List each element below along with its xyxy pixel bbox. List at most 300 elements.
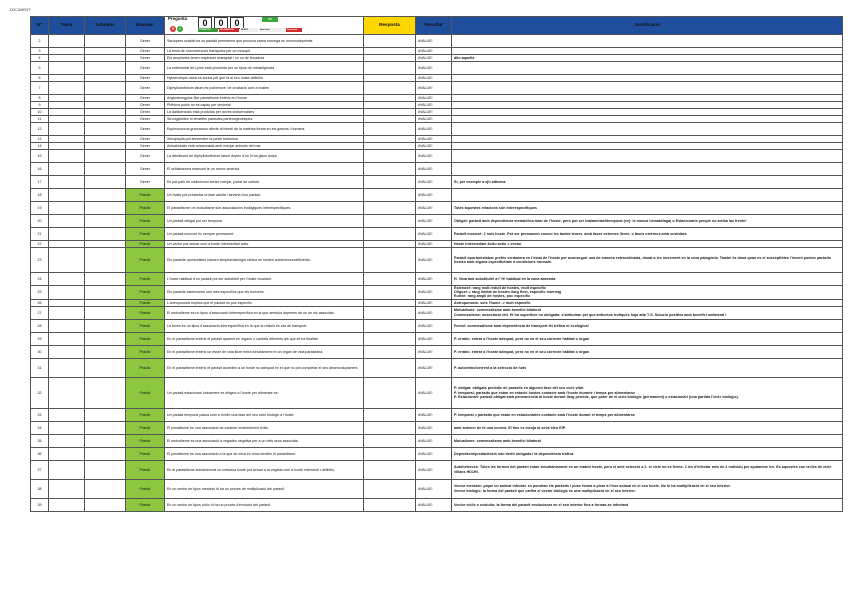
cell-resposta[interactable] (364, 228, 416, 241)
cell-resultat[interactable]: #VALUE! (416, 189, 452, 202)
cell-pregunta[interactable]: La enfermetat de Lyme està produïda per un tipus de metacilgmata (165, 62, 364, 75)
cell-justificacio[interactable]: Sí, per exemple a ejh althema (452, 176, 843, 189)
cell-num[interactable]: 36 (31, 447, 49, 460)
cell-num[interactable]: 25 (31, 286, 49, 300)
cell-pregunta[interactable]: Un hoste pot presentar la fase adulta i larvària d'un paràsit. (165, 189, 364, 202)
cell-resposta[interactable] (364, 143, 416, 150)
cell-pregunta[interactable]: La tenia de oncnocercues transporta per un mosquit (165, 48, 364, 55)
cell-examen[interactable]: Pràctic (126, 202, 165, 215)
cell-resultat[interactable]: #VALUE! (416, 332, 452, 345)
cell-tema[interactable] (49, 136, 85, 143)
cell-justificacio[interactable] (452, 109, 843, 116)
cell-tema[interactable] (49, 176, 85, 189)
cell-subtema[interactable] (85, 421, 126, 434)
cell-resposta[interactable] (364, 273, 416, 286)
col-header-pregunta[interactable] (165, 17, 364, 35)
cell-examen[interactable]: Gener (126, 150, 165, 163)
cell-examen[interactable]: Pràctic (126, 241, 165, 248)
cell-tema[interactable] (49, 345, 85, 358)
cell-examen[interactable]: Pràctic (126, 286, 165, 300)
cell-justificacio[interactable]: dilo aquella (452, 55, 843, 62)
cell-tema[interactable] (49, 102, 85, 109)
cell-resultat[interactable]: #VALUE! (416, 248, 452, 273)
cell-resposta[interactable] (364, 102, 416, 109)
cell-resposta[interactable] (364, 345, 416, 358)
cell-tema[interactable] (49, 498, 85, 511)
cell-pregunta[interactable]: Els paràsits oportunistes causen simptomatologia clínica en hostes autoimmunodeficients. (165, 248, 364, 273)
cell-justificacio[interactable]: Totes aquestes relacions són interespecífiques (452, 202, 843, 215)
cell-resposta[interactable] (364, 82, 416, 95)
cell-num[interactable]: 21 (31, 228, 49, 241)
cell-justificacio[interactable]: Obligat: paràsit amb dependència metabòlica total de l'hoste, però pot ser hiatarmitaelitemporal (ex): le mosca hematòfaga) o Estacionaris perquè no arriba las frente! (452, 215, 843, 228)
cell-pregunta[interactable]: L'antroponosis implica que el paràsit és poc específic (165, 299, 364, 306)
cell-tema[interactable] (49, 82, 85, 95)
cell-resposta[interactable] (364, 95, 416, 102)
cell-pregunta[interactable]: En el parasitisme entèric el paràsit accedeix a un hoste no adequat en el que no pot completar el seu desenvolupament. (165, 358, 364, 377)
cell-tema[interactable] (49, 109, 85, 116)
cell-num[interactable]: 30 (31, 345, 49, 358)
cell-justificacio[interactable] (452, 136, 843, 143)
cell-resultat[interactable]: #VALUE! (416, 202, 452, 215)
cell-resultat[interactable]: #VALUE! (416, 62, 452, 75)
cell-examen[interactable]: Gener (126, 75, 165, 82)
cell-justificacio[interactable] (452, 116, 843, 123)
cell-subtema[interactable] (85, 123, 126, 136)
cell-tema[interactable] (49, 202, 85, 215)
cell-pregunta[interactable]: En un vector de tipus cíclic hi ha un procés d'evolució del paràsit. (165, 498, 364, 511)
cell-subtema[interactable] (85, 498, 126, 511)
cell-subtema[interactable] (85, 228, 126, 241)
cell-tema[interactable] (49, 273, 85, 286)
cell-num[interactable]: 22 (31, 241, 49, 248)
cell-examen[interactable]: Pràctic (126, 460, 165, 479)
cell-justificacio[interactable]: P. erràtic: entrar a l'hoste adequat, però no en el seu correcte hàbitat o òrgan (452, 345, 843, 358)
cell-resultat[interactable]: #VALUE! (416, 215, 452, 228)
cell-num[interactable]: 14 (31, 143, 49, 150)
cell-justificacio[interactable] (452, 189, 843, 202)
cell-tema[interactable] (49, 189, 85, 202)
cell-justificacio[interactable]: Mutualisme: comensalisme amb benefici bilateral (452, 434, 843, 447)
cell-pregunta[interactable]: Diphyllobothrium latum és polixeroxe i té crustacis com a hostes (165, 82, 364, 95)
cell-pregunta[interactable]: La distribució de diphyllobothrium latum depèn d'on hi ha gisos dolça (165, 150, 364, 163)
cell-examen[interactable]: Pràctic (126, 273, 165, 286)
cell-examen[interactable]: Pràctic (126, 358, 165, 377)
cell-justificacio[interactable]: Autoheteroxè: Totes les formes del paràsit estan simultàniament en un mateix hoste, pero el amè selecció a 2. el cicle no es ferme. 1 les d'infectar més de 2 individu per ajudantne les. Es aquestes con la lles de cicle vIllans HD1HI. (452, 460, 843, 479)
cell-resultat[interactable]: #VALUE! (416, 123, 452, 136)
cell-examen[interactable]: Gener (126, 136, 165, 143)
cell-resposta[interactable] (364, 215, 416, 228)
cell-resposta[interactable] (364, 332, 416, 345)
cell-pregunta[interactable]: Equinococcus granulosus afecte al intestí de la mateixa forma en els gossos i humans. (165, 123, 364, 136)
cell-pregunta[interactable]: Un paràsit temporal passa com a mínim una fase del seu cicle biològic a l'hoste. (165, 408, 364, 421)
cell-examen[interactable]: Pràctic (126, 299, 165, 306)
cell-resultat[interactable]: #VALUE! (416, 421, 452, 434)
cell-resposta[interactable] (364, 48, 416, 55)
cell-examen[interactable]: Gener (126, 35, 165, 48)
cell-num[interactable]: 23 (31, 248, 49, 273)
cell-justificacio[interactable]: Hoste intermediari Actiu actiu = vector (452, 241, 843, 248)
cell-subtema[interactable] (85, 377, 126, 408)
cell-examen[interactable]: Pràctic (126, 408, 165, 421)
cell-pregunta[interactable]: El mutualisme és un tipus d'associació interespecífica en la que ambdós depenen de un de els associats. (165, 306, 364, 319)
cell-pregunta[interactable]: En el parasitisme autosherenal un metazoa hoste pot actuar a la vegada com a hoste intermedi i definitiu. (165, 460, 364, 479)
cell-pregunta[interactable]: Anisakidosis està relacionada amb menjar animals del mar (165, 143, 364, 150)
cell-resposta[interactable] (364, 299, 416, 306)
cell-justificacio[interactable] (452, 48, 843, 55)
cell-subtema[interactable] (85, 286, 126, 300)
cell-resposta[interactable] (364, 319, 416, 332)
cell-pregunta[interactable]: Phthirus pubis no és capaç per vectorial (165, 102, 364, 109)
cell-resultat[interactable]: #VALUE! (416, 102, 452, 109)
cell-pregunta[interactable]: Els anopheles tenen respiració branquial i un ou de ferradura (165, 55, 364, 62)
cell-num[interactable]: 24 (31, 273, 49, 286)
cell-examen[interactable]: Pràctic (126, 479, 165, 498)
cell-subtema[interactable] (85, 95, 126, 102)
cell-pregunta[interactable]: Es pot patir de cisticercosi sense menjar, portat de caiture. (165, 176, 364, 189)
cell-subtema[interactable] (85, 248, 126, 273)
cell-examen[interactable]: Gener (126, 123, 165, 136)
cell-num[interactable]: 39 (31, 498, 49, 511)
cell-resposta[interactable] (364, 35, 416, 48)
cell-justificacio[interactable]: P. obligat: obligats periòdic de paràsits en algunes fase del seu cicle vital. P. temporal: paràsits que estan en estació hòstes contacte amb l'hoste durante l temps per alimentarse P. Estacionari: paràsit obligat amb permanència al hoste durant llarg periòde, que poter bé el cicle biològic (permanent) o estacionari (una partida l'cicle biològic). (452, 377, 843, 408)
cell-tema[interactable] (49, 123, 85, 136)
cell-resposta[interactable] (364, 460, 416, 479)
cell-resposta[interactable] (364, 447, 416, 460)
cell-subtema[interactable] (85, 345, 126, 358)
cell-num[interactable]: 26 (31, 299, 49, 306)
cell-justificacio[interactable]: Foresi: comensalisme amb dependència de transport tèi trèfica ni ecològica! (452, 319, 843, 332)
cell-pregunta[interactable]: En el parasitisme entèric un ésser de vida lliure entra fortuïtament en un òrgan de vida parasitària. (165, 345, 364, 358)
cell-num[interactable]: 12 (31, 123, 49, 136)
cell-justificacio[interactable]: H. Vicariant substituiré a l' H! habitual en la zona absenda (452, 273, 843, 286)
cell-resposta[interactable] (364, 176, 416, 189)
col-header-resultat[interactable]: Resultat (416, 17, 452, 35)
cell-resultat[interactable]: #VALUE! (416, 176, 452, 189)
cell-subtema[interactable] (85, 332, 126, 345)
cell-tema[interactable] (49, 286, 85, 300)
cell-num[interactable]: 20 (31, 215, 49, 228)
cell-num[interactable]: 4 (31, 55, 49, 62)
cell-examen[interactable]: Pràctic (126, 248, 165, 273)
cell-num[interactable]: 2 (31, 35, 49, 48)
cell-subtema[interactable] (85, 35, 126, 48)
cell-pregunta[interactable]: Els paràsits estenoxens són més específics que els eurixens. (165, 286, 364, 300)
cell-pregunta[interactable]: El mutualisme és una associació a vegades negativa per a un dels seus associats. (165, 434, 364, 447)
cell-resultat[interactable]: #VALUE! (416, 299, 452, 306)
cell-resposta[interactable] (364, 421, 416, 434)
cell-subtema[interactable] (85, 479, 126, 498)
cell-resposta[interactable] (364, 498, 416, 511)
cell-subtema[interactable] (85, 434, 126, 447)
cell-resultat[interactable]: #VALUE! (416, 498, 452, 511)
cell-subtema[interactable] (85, 62, 126, 75)
cell-resposta[interactable] (364, 358, 416, 377)
cell-justificacio[interactable]: Vector mecànic: pique un animal infectat. es pondran els paràsits i pune forma a picar a l'tros animal en el seu hoste. No hi ha multiplicació en el seu interior. Vector biològic: la forma del paràsit que carlha el vector biològic és una multiplicació en el seu interior. (452, 479, 843, 498)
cell-subtema[interactable] (85, 189, 126, 202)
cell-resposta[interactable] (364, 136, 416, 143)
cell-subtema[interactable] (85, 48, 126, 55)
cell-pregunta[interactable]: El parasitisme i el mutualisme són associacions biològiques interespecífiques. (165, 202, 364, 215)
cell-pregunta[interactable]: Un paràsit estacionari únicament es dirigeix a l'hoste per alimentar-se. (165, 377, 364, 408)
cell-justificacio[interactable]: P. temporal = paràsits que estan en estacionàries contacte amb l'hoste durant el temps per alimentarse (452, 408, 843, 421)
cell-justificacio[interactable]: Estenoxè: rang molt reduït de hostes, molt específic Oligoxè = rang limitat de hostes llarg flest, específic intermig Eurixè: rang ampli de hostes, poc específic (452, 286, 843, 300)
cell-pregunta[interactable]: Strongyloides hi tèmelles parasites partenogenèiques (165, 116, 364, 123)
cell-tema[interactable] (49, 163, 85, 176)
cell-resposta[interactable] (364, 306, 416, 319)
cell-subtema[interactable] (85, 241, 126, 248)
cell-resposta[interactable] (364, 202, 416, 215)
cell-resposta[interactable] (364, 286, 416, 300)
cell-pregunta[interactable]: El schistosoma mansoni té un vector americà (165, 163, 364, 176)
cell-resposta[interactable] (364, 377, 416, 408)
cell-tema[interactable] (49, 228, 85, 241)
cell-pregunta[interactable]: El predatisme és una associació de caràcter eminentment tròfic. (165, 421, 364, 434)
cell-subtema[interactable] (85, 136, 126, 143)
cell-resultat[interactable]: #VALUE! (416, 109, 452, 116)
cell-justificacio[interactable]: Depredació/predacitós/s són dertir obligada i la dependència tròfica (452, 447, 843, 460)
cell-resultat[interactable]: #VALUE! (416, 116, 452, 123)
cell-tema[interactable] (49, 377, 85, 408)
cell-subtema[interactable] (85, 75, 126, 82)
cell-tema[interactable] (49, 143, 85, 150)
cell-resultat[interactable]: #VALUE! (416, 241, 452, 248)
cell-justificacio[interactable] (452, 143, 843, 150)
cell-examen[interactable]: Pràctic (126, 332, 165, 345)
cell-tema[interactable] (49, 434, 85, 447)
cell-num[interactable]: 38 (31, 479, 49, 498)
cell-resposta[interactable] (364, 62, 416, 75)
cell-justificacio[interactable] (452, 123, 843, 136)
cell-subtema[interactable] (85, 109, 126, 116)
cell-num[interactable]: 17 (31, 176, 49, 189)
cell-tema[interactable] (49, 75, 85, 82)
cell-resultat[interactable]: #VALUE! (416, 55, 452, 62)
cell-num[interactable]: 11 (31, 116, 49, 123)
cell-justificacio[interactable]: Paràsit monoxè: 1 sols hoste. Pot ser permanent conocí les també temes. amb fases externes llevre, o fases externes amb vestidura (452, 228, 843, 241)
cell-justificacio[interactable]: Antroponosis: sols l'home -> molt específic (452, 299, 843, 306)
cell-num[interactable]: 29 (31, 332, 49, 345)
cell-resultat[interactable]: #VALUE! (416, 82, 452, 95)
cell-pregunta[interactable]: Angiostrongylus filar parasitisme entèric en l'home (165, 95, 364, 102)
cell-num[interactable]: 34 (31, 421, 49, 434)
cell-subtema[interactable] (85, 408, 126, 421)
cell-subtema[interactable] (85, 202, 126, 215)
cell-num[interactable]: 3 (31, 48, 49, 55)
cell-tema[interactable] (49, 55, 85, 62)
cell-num[interactable]: 28 (31, 319, 49, 332)
cell-examen[interactable]: Pràctic (126, 306, 165, 319)
cell-examen[interactable]: Gener (126, 82, 165, 95)
cell-tema[interactable] (49, 95, 85, 102)
cell-num[interactable]: 32 (31, 377, 49, 408)
cell-num[interactable]: 31 (31, 358, 49, 377)
cell-resultat[interactable]: #VALUE! (416, 150, 452, 163)
cell-num[interactable]: 7 (31, 82, 49, 95)
cell-num[interactable]: 13 (31, 136, 49, 143)
cell-examen[interactable]: Gener (126, 55, 165, 62)
cell-examen[interactable]: Gener (126, 48, 165, 55)
cell-resposta[interactable] (364, 163, 416, 176)
cell-resultat[interactable]: #VALUE! (416, 319, 452, 332)
cell-examen[interactable]: Pràctic (126, 434, 165, 447)
cell-pregunta[interactable]: La dalticercosis està produïda per larves cisticercoides (165, 109, 364, 116)
cell-subtema[interactable] (85, 215, 126, 228)
cell-resultat[interactable]: #VALUE! (416, 48, 452, 55)
cell-num[interactable]: 16 (31, 163, 49, 176)
cell-examen[interactable]: Gener (126, 163, 165, 176)
cell-examen[interactable]: Gener (126, 176, 165, 189)
col-header-tema[interactable]: Tema (49, 17, 85, 35)
cell-examen[interactable]: Pràctic (126, 498, 165, 511)
cell-resposta[interactable] (364, 55, 416, 62)
cell-num[interactable]: 5 (31, 62, 49, 75)
cell-subtema[interactable] (85, 358, 126, 377)
cell-examen[interactable]: Pràctic (126, 228, 165, 241)
cell-examen[interactable]: Pràctic (126, 189, 165, 202)
cell-num[interactable]: 18 (31, 189, 49, 202)
cell-tema[interactable] (49, 116, 85, 123)
cell-resposta[interactable] (364, 434, 416, 447)
cell-resposta[interactable] (364, 109, 416, 116)
cell-pregunta[interactable]: Hymenolepis nana es aurius pel que fa al seu hoste definitiu (165, 75, 364, 82)
cell-subtema[interactable] (85, 143, 126, 150)
cell-tema[interactable] (49, 408, 85, 421)
cell-num[interactable]: 6 (31, 75, 49, 82)
cell-tema[interactable] (49, 479, 85, 498)
cell-resultat[interactable]: #VALUE! (416, 273, 452, 286)
cell-num[interactable]: 19 (31, 202, 49, 215)
cell-tema[interactable] (49, 48, 85, 55)
cell-subtema[interactable] (85, 150, 126, 163)
cell-num[interactable]: 35 (31, 434, 49, 447)
cell-resultat[interactable]: #VALUE! (416, 163, 452, 176)
cell-tema[interactable] (49, 319, 85, 332)
col-header-resposta[interactable]: Resposta (364, 17, 416, 35)
cell-num[interactable]: 15 (31, 150, 49, 163)
cell-resposta[interactable] (364, 479, 416, 498)
cell-tema[interactable] (49, 460, 85, 479)
cell-justificacio[interactable]: Paràsit oportunistatza: prefès verdadera en l'estat de l'hoste per aconseguir una de manera extraordinària, donat a les increment en la seva patogènia. També és dóna quan es el susceptibles l'invent podem paràsits hostes amb alguna especificitats a condicions normals. (452, 248, 843, 273)
cell-pregunta[interactable]: Un paràsit obligat pot ser temporal. (165, 215, 364, 228)
cell-justificacio[interactable]: amb antener de té una ecnent. El fins es menja la seva sfeo EIP. (452, 421, 843, 434)
cell-subtema[interactable] (85, 273, 126, 286)
cell-resposta[interactable] (364, 248, 416, 273)
cell-tema[interactable] (49, 215, 85, 228)
cell-resultat[interactable]: #VALUE! (416, 479, 452, 498)
cell-examen[interactable]: Pràctic (126, 345, 165, 358)
cell-resposta[interactable] (364, 408, 416, 421)
cell-justificacio[interactable] (452, 150, 843, 163)
cell-subtema[interactable] (85, 447, 126, 460)
cell-resposta[interactable] (364, 189, 416, 202)
cell-resposta[interactable] (364, 116, 416, 123)
cell-justificacio[interactable] (452, 95, 843, 102)
cell-num[interactable]: 37 (31, 460, 49, 479)
cell-subtema[interactable] (85, 102, 126, 109)
cell-resultat[interactable]: #VALUE! (416, 35, 452, 48)
cell-pregunta[interactable]: En el parasitisme entèric el paràsit aparent en òrgans o cavitats diferents als que ell ha finalitat. (165, 332, 364, 345)
cell-examen[interactable]: Pràctic (126, 215, 165, 228)
cell-resposta[interactable] (364, 150, 416, 163)
cell-justificacio[interactable] (452, 82, 843, 95)
cell-resultat[interactable]: #VALUE! (416, 434, 452, 447)
cell-examen[interactable]: Pràctic (126, 319, 165, 332)
cell-resposta[interactable] (364, 75, 416, 82)
cell-subtema[interactable] (85, 299, 126, 306)
cell-justificacio[interactable] (452, 75, 843, 82)
cell-pregunta[interactable]: En un vector de tipus mecànic hi ha un procés de multiplicació del paràsit. (165, 479, 364, 498)
cell-subtema[interactable] (85, 319, 126, 332)
cell-tema[interactable] (49, 421, 85, 434)
cell-tema[interactable] (49, 150, 85, 163)
cell-num[interactable]: 33 (31, 408, 49, 421)
cell-pregunta[interactable]: Un vector pot actuar com a hoste intermediari actiu. (165, 241, 364, 248)
cell-resultat[interactable]: #VALUE! (416, 228, 452, 241)
cell-pregunta[interactable]: El predatisme és una associació a la que de mica en mica tendeix el parasitisme. (165, 447, 364, 460)
cell-justificacio[interactable] (452, 163, 843, 176)
cell-subtema[interactable] (85, 55, 126, 62)
cell-examen[interactable]: Gener (126, 95, 165, 102)
cell-tema[interactable] (49, 332, 85, 345)
cell-pregunta[interactable]: L'hoste habitual d'un paràsit pot ser substituït per l'hoste vicariant. (165, 273, 364, 286)
cell-subtema[interactable] (85, 306, 126, 319)
cell-resultat[interactable]: #VALUE! (416, 95, 452, 102)
cell-tema[interactable] (49, 241, 85, 248)
cell-subtema[interactable] (85, 163, 126, 176)
cell-num[interactable]: 10 (31, 109, 49, 116)
col-header-subtema[interactable]: Subtema (85, 17, 126, 35)
cell-tema[interactable] (49, 447, 85, 460)
cell-tema[interactable] (49, 358, 85, 377)
cell-resultat[interactable]: #VALUE! (416, 460, 452, 479)
cell-tema[interactable] (49, 62, 85, 75)
cell-resultat[interactable]: #VALUE! (416, 75, 452, 82)
cell-resposta[interactable] (364, 123, 416, 136)
cell-subtema[interactable] (85, 116, 126, 123)
cell-pregunta[interactable]: Un paràsit monoxè és sempre permanent. (165, 228, 364, 241)
cell-resultat[interactable]: #VALUE! (416, 447, 452, 460)
cell-tema[interactable] (49, 35, 85, 48)
cell-justificacio[interactable]: Mutualisme: comensalisme amb benefici bilateral Comensalisme: associació útil. Hi ha superfície no obligada: s'atribuiran pel que antícetos trofiques hoja atta T-S. Solució positiva amb benefici unilateral l (452, 306, 843, 319)
cell-tema[interactable] (49, 306, 85, 319)
cell-tema[interactable] (49, 299, 85, 306)
cell-examen[interactable]: Pràctic (126, 421, 165, 434)
cell-resultat[interactable]: #VALUE! (416, 306, 452, 319)
cell-num[interactable]: 8 (31, 95, 49, 102)
cell-tema[interactable] (49, 248, 85, 273)
cell-resultat[interactable]: #VALUE! (416, 286, 452, 300)
cell-examen[interactable]: Gener (126, 102, 165, 109)
cell-resultat[interactable]: #VALUE! (416, 136, 452, 143)
cell-resultat[interactable]: #VALUE! (416, 143, 452, 150)
cell-resposta[interactable] (364, 241, 416, 248)
cell-justificacio[interactable]: Vector cíclic o evolutiu: la forma del paràsit evolucionar en el seu interior fins a formar-se infectant (452, 498, 843, 511)
cell-resultat[interactable]: #VALUE! (416, 358, 452, 377)
cell-examen[interactable]: Pràctic (126, 447, 165, 460)
cell-examen[interactable]: Gener (126, 109, 165, 116)
cell-resultat[interactable]: #VALUE! (416, 345, 452, 358)
cell-examen[interactable]: Gener (126, 116, 165, 123)
cell-justificacio[interactable] (452, 35, 843, 48)
cell-subtema[interactable] (85, 82, 126, 95)
col-header-justificacio[interactable]: Justificació (452, 17, 843, 35)
col-header-num[interactable]: Nº (31, 17, 49, 35)
cell-examen[interactable]: Gener (126, 143, 165, 150)
cell-examen[interactable]: Gener (126, 62, 165, 75)
cell-justificacio[interactable] (452, 102, 843, 109)
cell-num[interactable]: 27 (31, 306, 49, 319)
cell-pregunta[interactable]: La foresi és un tipus d'associació interespecífica en la que la relació és ara de transport. (165, 319, 364, 332)
